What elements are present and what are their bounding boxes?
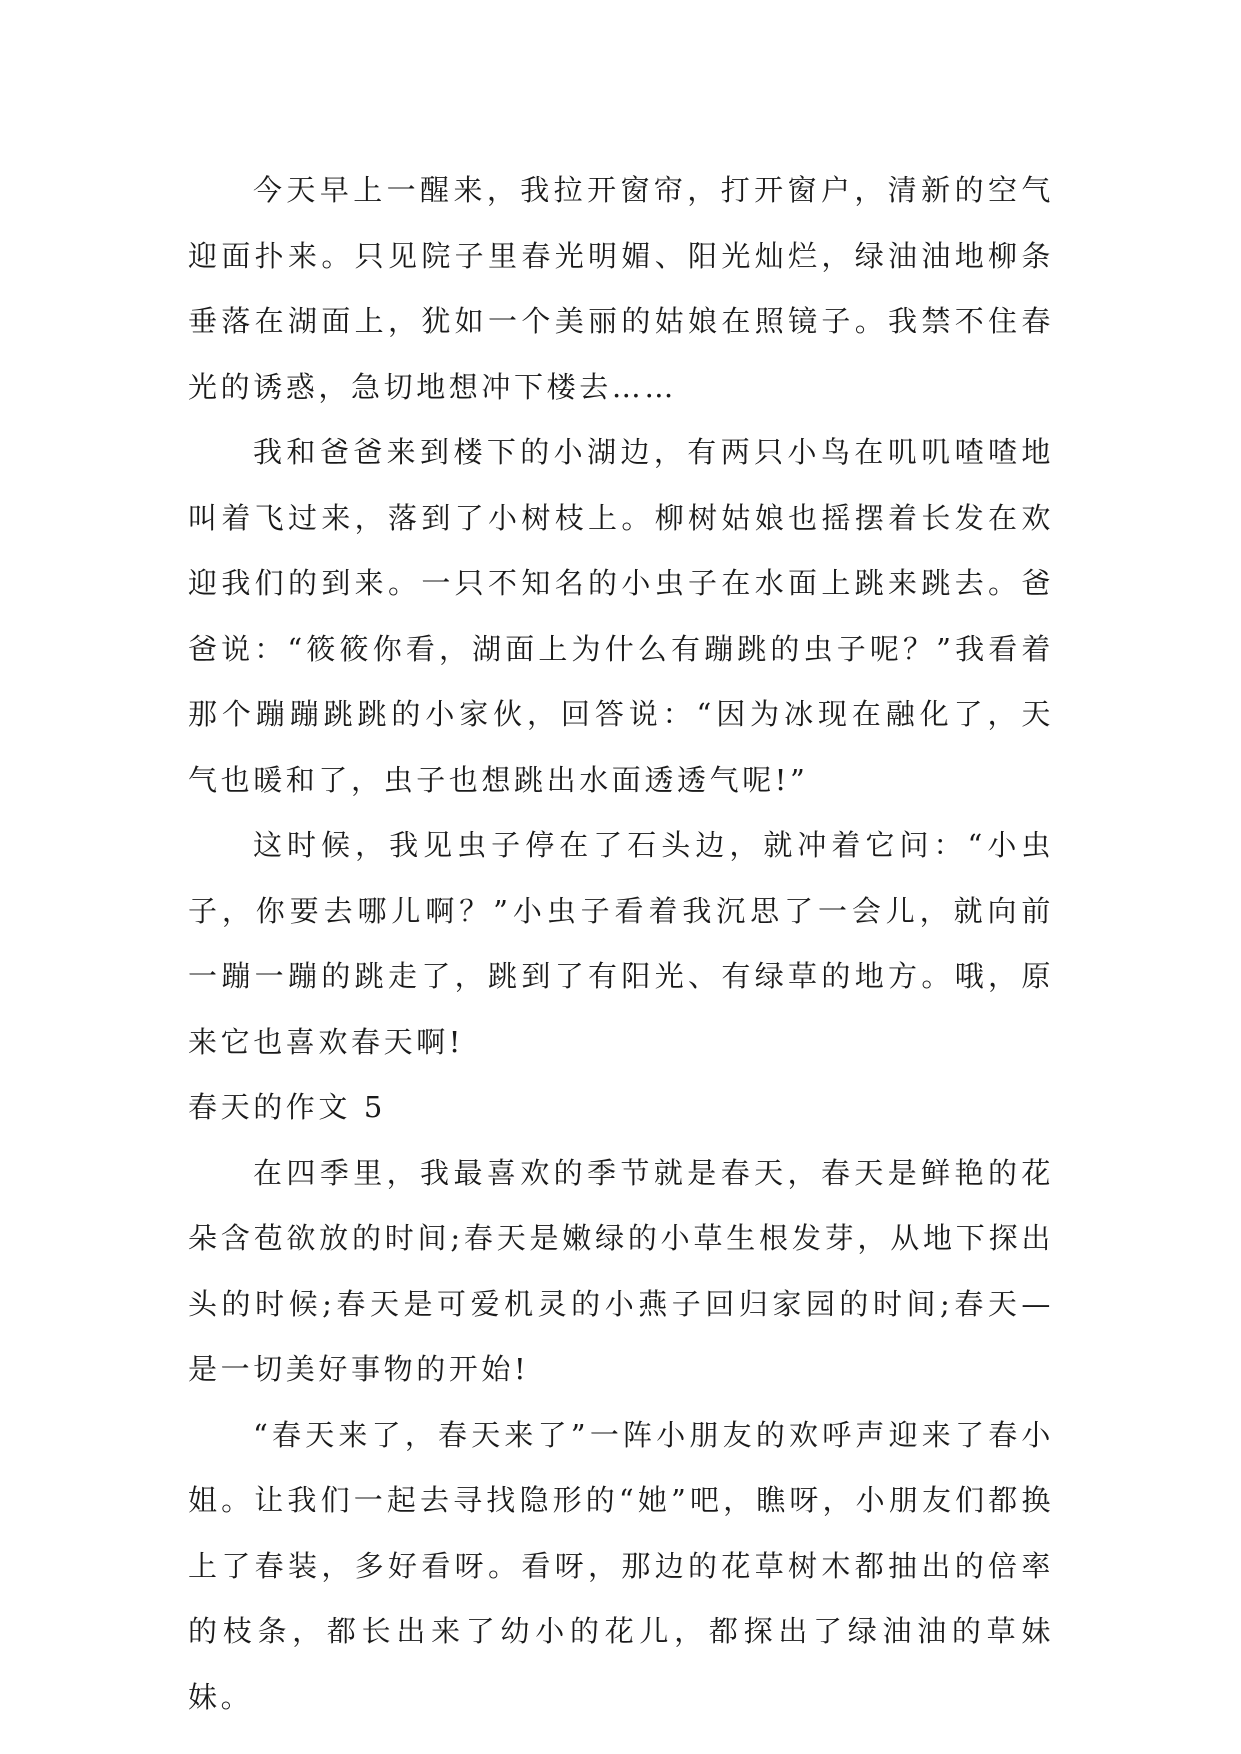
- document-body: [188, 158, 1054, 1730]
- paragraph-bug-hops-away: 这时候，我见虫子停在了石头边，就冲着它问：“小虫子，你要去哪儿啊？”小虫子看着我沉思了一会儿，就向前一蹦一蹦的跳走了，跳到了有阳光、有绿草的地方。哦，原来它也喜欢春天啊!: [188, 828, 1054, 1059]
- paragraph-spring-arrives: “春天来了，春天来了”一阵小朋友的欢呼声迎来了春小姐。让我们一起去寻找隐形的“她”吧，瞧呀，小朋友们都换上了春装，多好看呀。看呀，那边的花草树木都抽出的倍率的枝条，都长出来了幼小的花儿，都探出了绿油油的草妹妹。: [188, 1417, 1054, 1714]
- paragraph-lakeside-bugs: 我和爸爸来到楼下的小湖边，有两只小鸟在叽叽喳喳地叫着飞过来，落到了小树枝上。柳树姑娘也摇摆着长发在欢迎我们的到来。一只不知名的小虫子在水面上跳来跳去。爸爸说：“筱筱你看，湖面上为什么有蹦跳的虫子呢？”我看着那个蹦蹦跳跳的小家伙，回答说：“因为冰现在融化了，天气也暖和了，虫子也想跳出水面透透气呢!”: [188, 435, 1054, 797]
- paragraph-morning-window: 今天早上一醒来，我拉开窗帘，打开窗户，清新的空气迎面扑来。只见院子里春光明媚、阳光灿烂，绿油油地柳条垂落在湖面上，犹如一个美丽的姑娘在照镜子。我禁不住春光的诱惑，急切地想冲下楼去……: [188, 173, 1054, 404]
- section-title: 春天的作文 5: [188, 1090, 386, 1124]
- paragraph-favorite-season: 在四季里，我最喜欢的季节就是春天，春天是鲜艳的花朵含苞欲放的时间;春天是嫩绿的小草生根发芽，从地下探出头的时候;春天是可爱机灵的小燕子回归家园的时间;春天—是一切美好事物的开始!: [188, 1155, 1054, 1386]
